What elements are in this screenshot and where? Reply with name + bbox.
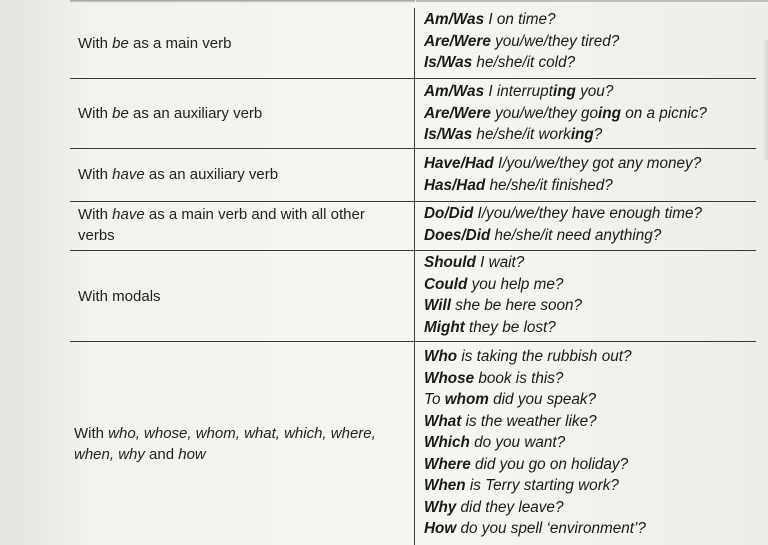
question-word: Where xyxy=(424,455,471,473)
question-word: Could xyxy=(424,275,468,293)
text-run: on a picnic? xyxy=(621,104,707,122)
text-run: is Terry starting work? xyxy=(465,477,619,494)
text-run: I/you/we/they have enough time? xyxy=(473,205,703,222)
text-run: as an auxiliary verb xyxy=(144,166,279,183)
text-run: did they leave? xyxy=(456,498,564,516)
question-word: Am/Was xyxy=(424,11,485,28)
question-word: whom xyxy=(444,391,489,408)
text-run: you help me? xyxy=(467,275,564,293)
example-sentence xyxy=(424,274,764,296)
question-word: Does/Did xyxy=(424,226,491,244)
question-word: Whose xyxy=(424,369,475,387)
text-run: is taking the rubbish out? xyxy=(457,348,632,365)
question-word: Am/Was xyxy=(424,83,485,100)
usage-label xyxy=(78,286,403,307)
question-word: Which xyxy=(424,434,470,451)
example-sentence xyxy=(424,153,764,175)
question-word: Why xyxy=(424,498,457,516)
question-word: Are/Were xyxy=(424,104,491,122)
example-sentence xyxy=(424,225,764,247)
text-run: he/she/it finished? xyxy=(485,176,613,194)
text-run: you? xyxy=(575,83,614,100)
question-word: ing xyxy=(552,83,576,100)
text-run: as a main verb and with all other verbs xyxy=(78,206,365,244)
italic-term: have xyxy=(112,166,145,183)
question-word: Who xyxy=(424,348,458,365)
text-run: he/she/it cold? xyxy=(472,54,576,71)
example-sentence xyxy=(424,518,764,540)
text-run: With xyxy=(78,166,113,183)
text-run: as a main verb xyxy=(128,35,232,52)
text-run: With xyxy=(78,206,113,223)
italic-term: be xyxy=(112,35,129,52)
example-sentence xyxy=(424,175,764,197)
question-word: Have/Had xyxy=(424,155,494,172)
example-list xyxy=(424,9,764,74)
example-sentence xyxy=(424,346,764,368)
text-run: did you go on holiday? xyxy=(470,455,629,473)
text-run: they be lost? xyxy=(464,318,556,336)
example-sentence xyxy=(424,124,764,146)
text-run: do you spell ‘environment’? xyxy=(456,520,646,537)
example-sentence xyxy=(424,317,764,339)
example-sentence xyxy=(424,432,764,454)
text-run: you/we/they tired? xyxy=(490,32,620,50)
text-run: I on time? xyxy=(484,11,556,28)
text-run: With xyxy=(74,425,109,442)
question-word: Will xyxy=(424,297,452,314)
text-run: and xyxy=(144,446,179,463)
question-word: Is/Was xyxy=(424,126,473,143)
italic-term: how xyxy=(178,446,206,463)
text-run: book is this? xyxy=(474,369,564,387)
italic-term: be xyxy=(112,105,129,122)
example-sentence xyxy=(424,497,764,519)
text-run: I interrupt xyxy=(484,83,553,100)
text-run: do you want? xyxy=(469,434,566,451)
row-divider xyxy=(70,148,756,149)
text-run: With xyxy=(78,105,113,122)
text-run: To xyxy=(424,391,445,408)
italic-term: who, whose, whom, what, which, where, when, why xyxy=(74,425,376,463)
example-sentence xyxy=(424,31,764,53)
row-divider xyxy=(70,250,756,251)
usage-label xyxy=(78,164,403,185)
question-word: Do/Did xyxy=(424,205,474,222)
text-run: he/she/it work xyxy=(472,126,571,143)
example-sentence xyxy=(424,52,764,74)
usage-label xyxy=(78,103,403,124)
example-sentence xyxy=(424,368,764,390)
text-run: she be here soon? xyxy=(451,297,583,314)
question-word: Should xyxy=(424,254,476,271)
text-run: With xyxy=(78,35,113,52)
example-sentence xyxy=(424,411,764,433)
example-sentence xyxy=(424,9,764,31)
question-word: ing xyxy=(598,104,621,122)
question-word: When xyxy=(424,477,466,494)
example-list xyxy=(424,346,764,540)
example-sentence xyxy=(424,454,764,476)
text-run: you/we/they go xyxy=(490,104,599,122)
question-word: Might xyxy=(424,318,465,336)
usage-label xyxy=(78,33,403,54)
row-divider xyxy=(70,341,756,342)
usage-label xyxy=(74,423,404,465)
italic-term: have xyxy=(112,206,145,223)
row-divider xyxy=(70,201,756,202)
example-sentence xyxy=(424,475,764,497)
example-sentence xyxy=(424,389,764,411)
example-sentence xyxy=(424,252,764,274)
example-list xyxy=(424,81,764,146)
usage-label xyxy=(78,204,403,246)
text-run: did you speak? xyxy=(488,391,597,408)
example-sentence xyxy=(424,103,764,125)
row-divider xyxy=(70,78,756,79)
column-divider xyxy=(414,8,415,545)
example-sentence xyxy=(424,203,764,225)
question-word: Is/Was xyxy=(424,54,473,71)
question-word: How xyxy=(424,520,457,537)
example-list xyxy=(424,153,764,196)
text-run: ? xyxy=(593,126,603,143)
example-sentence xyxy=(424,81,764,103)
example-list xyxy=(424,203,764,246)
text-run: he/she/it need anything? xyxy=(490,226,662,244)
top-rule-left xyxy=(70,0,415,3)
text-run: With modals xyxy=(78,288,161,305)
top-rule-right xyxy=(416,0,768,2)
text-run: I wait? xyxy=(475,254,525,271)
question-word: ing xyxy=(570,126,594,143)
text-run: I/you/we/they got any money? xyxy=(493,155,702,172)
question-word: Has/Had xyxy=(424,176,486,194)
question-word: What xyxy=(424,412,462,430)
question-word: Are/Were xyxy=(424,32,491,50)
text-run: is the weather like? xyxy=(461,412,597,430)
example-sentence xyxy=(424,295,764,317)
example-list xyxy=(424,252,764,338)
text-run: as an auxiliary verb xyxy=(128,105,263,122)
